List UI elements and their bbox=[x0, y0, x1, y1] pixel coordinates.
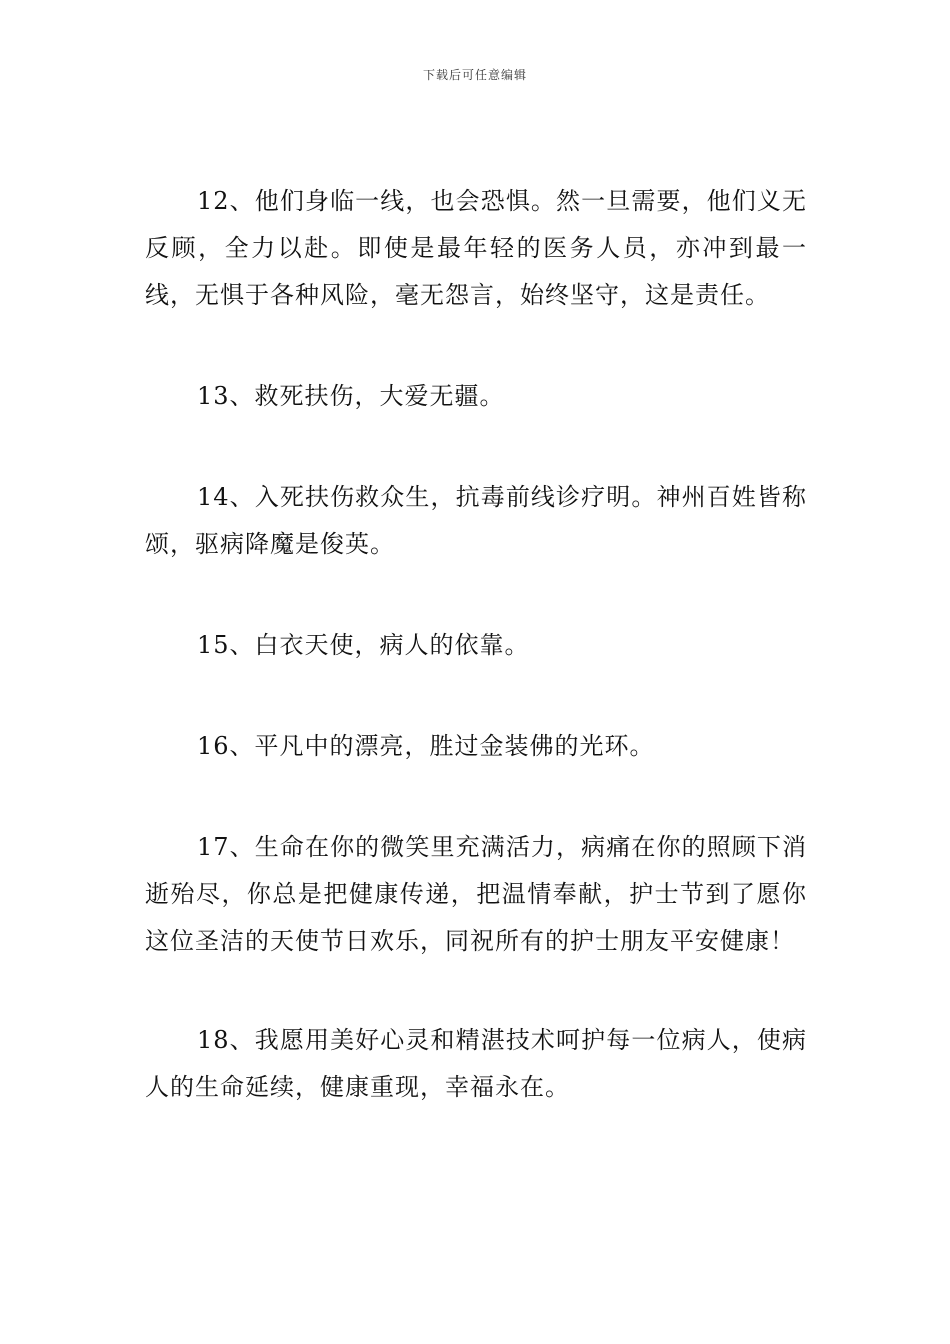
paragraph-13: 13、救死扶伤，大爱无疆。 bbox=[197, 382, 505, 410]
paragraph-14: 14、入死扶伤救众生，抗毒前线诊疗明。神州百姓皆称颂，驱病降魔是俊英。 bbox=[145, 483, 807, 558]
paragraph-15: 15、白衣天使，病人的依靠。 bbox=[197, 631, 530, 659]
paragraph-17: 17、生命在你的微笑里充满活力，病痛在你的照顾下消逝殆尽，你总是把健康传递，把温情奉献，护士节到了愿你这位圣洁的天使节日欢乐，同祝所有的护士朋友平安健康！ bbox=[145, 833, 807, 955]
paragraph-12: 12、他们身临一线，也会恐惧。然一旦需要，他们义无反顾，全力以赴。即使是最年轻的医务人员，亦冲到最一线，无惧于各种风险，毫无怨言，始终坚守，这是责任。 bbox=[145, 187, 807, 309]
paragraph-18: 18、我愿用美好心灵和精湛技术呵护每一位病人，使病人的生命延续，健康重现，幸福永在。 bbox=[145, 1026, 807, 1101]
document-body bbox=[145, 178, 807, 1111]
paragraph-16: 16、平凡中的漂亮，胜过金装佛的光环。 bbox=[197, 732, 655, 760]
page-header: 下载后可任意编辑 bbox=[422, 68, 527, 82]
